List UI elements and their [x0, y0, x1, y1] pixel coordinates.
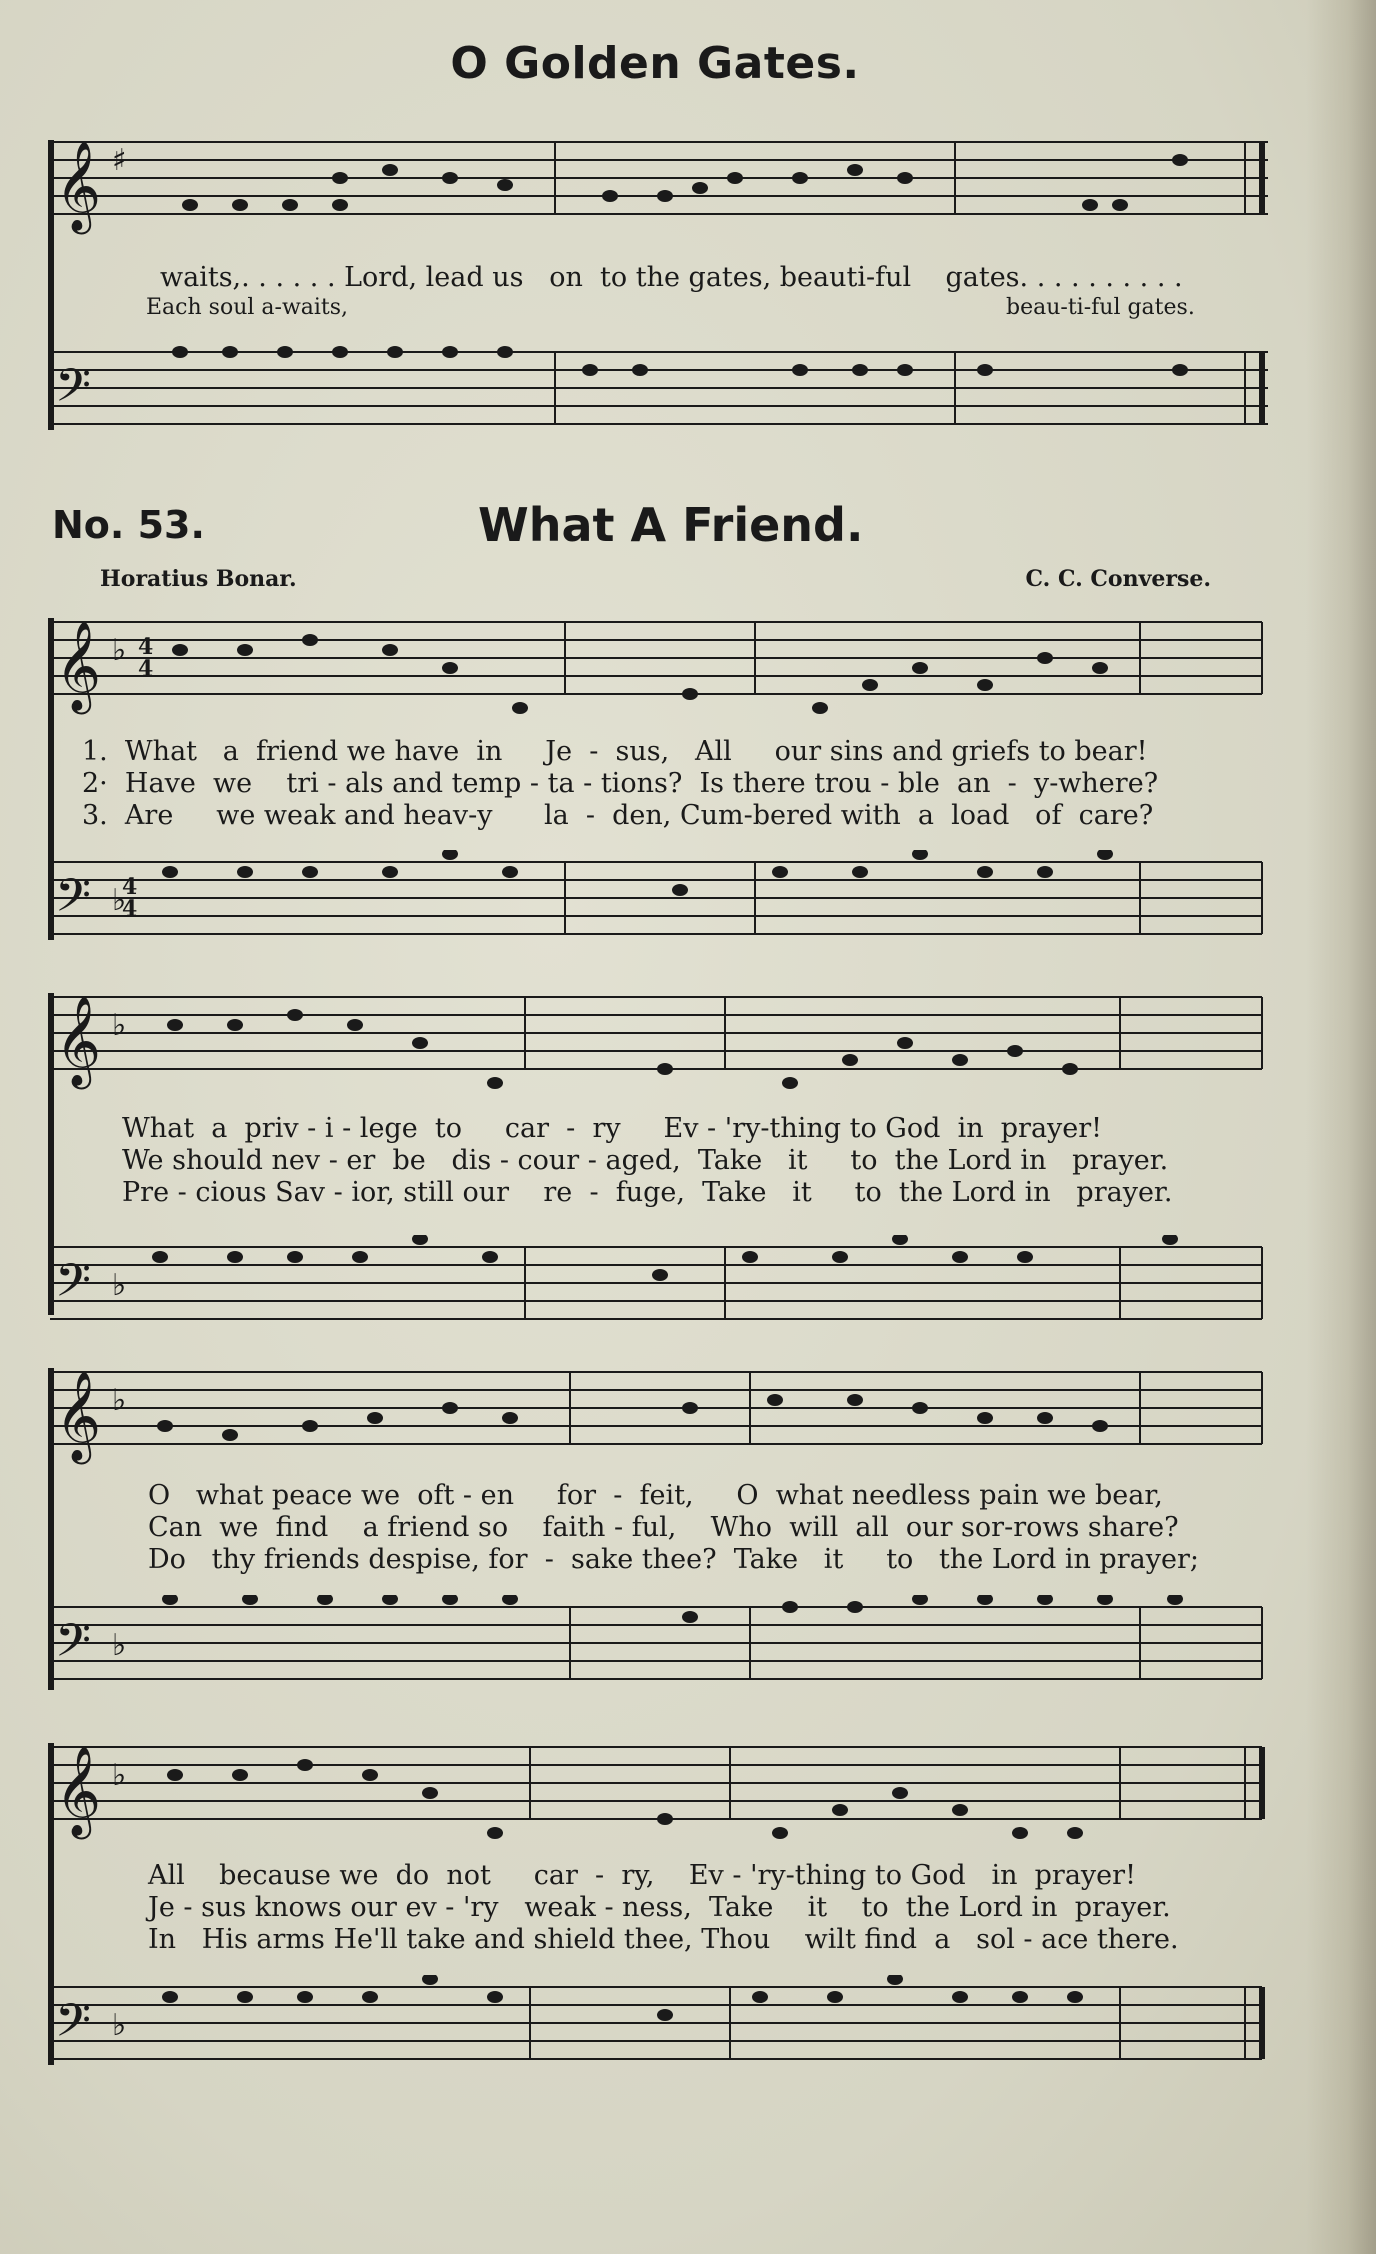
svg-text:𝄢: 𝄢 [55, 1254, 92, 1319]
system4-verse2: Je - sus knows our ev - 'ry weak - ness, Take it to the Lord in prayer. [148, 1892, 1171, 1923]
svg-text:♭: ♭ [112, 883, 127, 918]
system3-verse2: Can we find a friend so faith - ful, Who will all our sor-rows share? [148, 1512, 1179, 1543]
system1-verse3: 3. Are we weak and heav-y la - den, Cum-bered with a load of care? [82, 800, 1154, 831]
system4-verse3: In His arms He'll take and shield thee, Thou wilt find a sol - ace there. [148, 1924, 1179, 1955]
svg-text:♭: ♭ [112, 2008, 127, 2043]
svg-text:♭: ♭ [112, 1008, 127, 1043]
svg-text:♭: ♭ [112, 1268, 127, 1303]
song1-lyrics-main: waits,. . . . . . Lord, lead us on to the gates, beauti-ful gates. . . . . . . . . . [160, 262, 1183, 293]
system4-brace [48, 1743, 54, 2065]
svg-text:♭: ♭ [112, 1628, 127, 1663]
svg-text:𝄢: 𝄢 [55, 1994, 92, 2059]
system3-verse1: O what peace we oft - en for - feit, O what needless pain we bear, [148, 1480, 1163, 1511]
system4-treble-staff [0, 1735, 1300, 1855]
system2-bass-staff [0, 1235, 1300, 1355]
system3-verse3: Do thy friends despise, for - sake thee? Take it to the Lord in prayer; [148, 1544, 1199, 1575]
system2-verse1: What a priv - i - lege to car - ry Ev - 'ry-thing to God in prayer! [122, 1113, 1103, 1144]
system1-verse1: 1. What a friend we have in Je - sus, All our sins and griefs to bear! [82, 736, 1148, 767]
svg-text:𝄞: 𝄞 [55, 621, 102, 711]
system1-brace [48, 618, 54, 940]
svg-text:𝄢: 𝄢 [55, 359, 92, 424]
hymn-number: No. 53. [52, 503, 205, 547]
svg-text:𝄞: 𝄞 [55, 141, 102, 231]
system2-treble-staff [0, 985, 1300, 1105]
svg-text:♭: ♭ [112, 1383, 127, 1418]
system4-bass-staff [0, 1975, 1300, 2095]
system1-treble-staff [0, 610, 1300, 730]
svg-text:4: 4 [122, 896, 138, 922]
composer-credit: C. C. Converse. [1025, 566, 1211, 592]
system2-verse2: We should nev - er be dis - cour - aged, Take it to the Lord in prayer. [122, 1145, 1169, 1176]
song1-title: O Golden Gates. [450, 38, 860, 89]
svg-text:♭: ♭ [112, 1758, 127, 1793]
svg-text:♯: ♯ [112, 143, 127, 178]
song1-lyrics-sub-right: beau-ti-ful gates. [1006, 295, 1195, 320]
system1-verse2: 2· Have we tri - als and temp - ta - tions? Is there trou - ble an - y-where? [82, 768, 1159, 799]
song1-system-brace [48, 140, 54, 430]
song1-treble-staff [0, 130, 1300, 250]
svg-text:𝄢: 𝄢 [55, 869, 92, 934]
system4-verse1: All because we do not car - ry, Ev - 'ry-thing to God in prayer! [148, 1860, 1136, 1891]
svg-text:𝄞: 𝄞 [55, 1746, 102, 1836]
system2-brace [48, 993, 54, 1315]
author-credit: Horatius Bonar. [100, 566, 297, 592]
system3-bass-staff [0, 1595, 1300, 1715]
svg-text:𝄞: 𝄞 [55, 1371, 102, 1461]
system3-brace [48, 1368, 54, 1690]
song1-bass-staff [0, 340, 1300, 480]
svg-text:♭: ♭ [112, 633, 127, 668]
svg-text:4: 4 [138, 656, 154, 682]
svg-text:𝄢: 𝄢 [55, 1614, 92, 1679]
system2-verse3: Pre - cious Sav - ior, still our re - fuge, Take it to the Lord in prayer. [122, 1177, 1173, 1208]
svg-text:4: 4 [138, 634, 154, 660]
system1-bass-staff [0, 850, 1300, 970]
svg-text:𝄞: 𝄞 [55, 996, 102, 1086]
song2-title: What A Friend. [478, 498, 864, 552]
page-spine-shadow [1306, 0, 1376, 2254]
song1-lyrics-sub-left: Each soul a-waits, [146, 295, 349, 320]
svg-text:4: 4 [122, 874, 138, 900]
system3-treble-staff [0, 1360, 1300, 1480]
